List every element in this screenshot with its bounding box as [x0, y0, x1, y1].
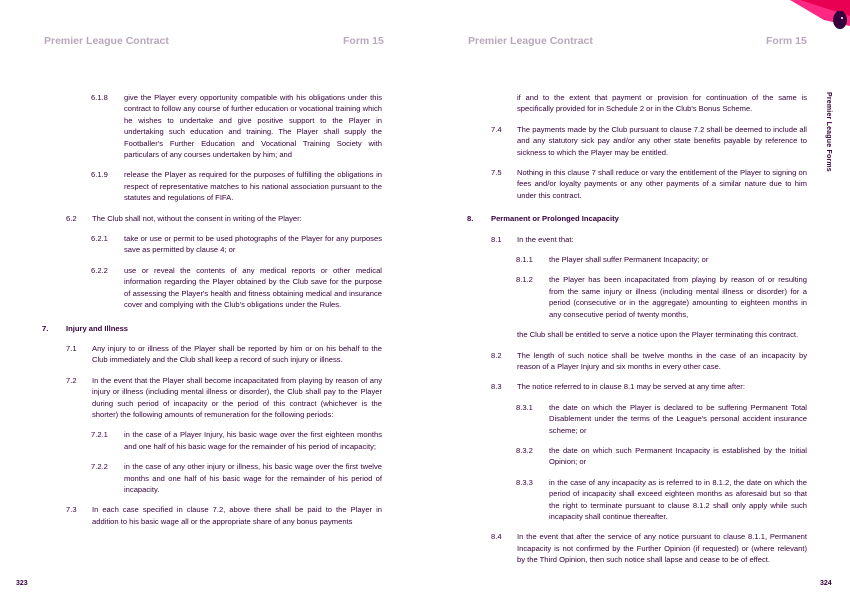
page-number-left: 323 — [16, 580, 28, 587]
clause-number: 7.2.2 — [91, 462, 108, 472]
clause-number: 8.3.1 — [516, 402, 533, 412]
clause-7-2-1 — [42, 429, 382, 452]
clause-number: 7.1 — [66, 343, 77, 353]
clause-text: the date on which the Player is declared to be suffering Permanent Total Disablement under the terms of the League's personal accident insurance scheme; or — [549, 402, 807, 435]
clause-text: the Player shall suffer Permanent Incapacity; or — [549, 255, 709, 265]
right-page-body — [467, 92, 807, 575]
clause-6-2 — [42, 213, 382, 224]
left-header-form: Form 15 — [343, 35, 384, 47]
clause-text: release the Player as required for the purposes of fulfilling the obligations in respect of representative matches to his national association pursuant to the statutes and regulations of FIFA. — [124, 170, 382, 203]
clause-text: in the case of any incapacity as is referred to in 8.1.2, the date on which the period of incapacity shall exceed eighteen months as aforesaid but so that the right to terminate pursuant to clause 8.1.2 shall only apply while such incapacity shall continue thereafter. — [549, 477, 807, 521]
clause-text: the Player has been incapacitated from playing by reason of or resulting from the same injury or illness (including mental illness or disorder) for a period (consecutive or in the aggregate) amounting to eighteen months in any consecutive period of twenty months, — [549, 275, 807, 319]
clause-8-4 — [467, 531, 807, 565]
clause-text: the date on which such Permanent Incapacity is established by the Initial Opinion; or — [549, 445, 807, 467]
clause-number: 7.2 — [66, 375, 77, 385]
clause-text: In the event that: — [517, 234, 574, 244]
clause-number: 7.3 — [66, 505, 77, 515]
clause-text: The payments made by the Club pursuant to clause 7.2 shall be deemed to include all and any statutory sick pay and/or any other state benefits payable by reference to sickness to which the Player may be entitled. — [517, 124, 807, 157]
clause-8-1-1 — [467, 254, 807, 265]
section-number: 7. — [42, 323, 49, 333]
clause-8-3-3 — [467, 477, 807, 523]
clause-text: The length of such notice shall be twelve months in the case of an incapacity by reason of a Player Injury and six months in every other case. — [517, 350, 807, 371]
right-header-title: Premier League Contract — [468, 35, 593, 47]
clause-text: In the event that after the service of any notice pursuant to clause 8.1.1, Permanent Incapacity is not confirmed by the Further Opinion (if requested) or (where relevant) by the Third Opinion, then such notice shall lapse and cease to be of effect. — [517, 532, 807, 565]
clause-text: in the case of any other injury or illness, his basic wage over the first twelve months and one half of his basic wage for the remainder of his period of incapacity. — [124, 462, 382, 494]
section-7-heading — [42, 323, 382, 334]
clause-8-3-2 — [467, 445, 807, 468]
clause-text: if and to the extent that payment or provision for continuation of the same is specifically provided for in Schedule 2 or in the Club's Bonus Scheme. — [517, 93, 807, 114]
clause-number: 8.2 — [491, 350, 502, 360]
clause-7-3 — [42, 504, 382, 527]
clause-text: The Club shall not, without the consent in writing of the Player: — [92, 213, 302, 223]
side-label: Premier League Forms — [825, 92, 832, 172]
clause-7-5 — [467, 167, 807, 201]
clause-number: 6.1.8 — [91, 93, 108, 102]
clause-7-2-2 — [42, 461, 382, 495]
clause-8-1 — [467, 234, 807, 245]
clause-number: 8.1.2 — [516, 275, 533, 285]
clause-8-1-tail — [467, 329, 807, 340]
clause-text: In the event that the Player shall become incapacitated from playing by reason of any injury or illness (including mental illness or disorder), the Club shall pay to the Player during such period of incapacity or the period of this contract (whichever is the shorter) the following amounts of remuneration for the following periods: — [92, 375, 382, 419]
clause-7-1 — [42, 343, 382, 366]
clause-number: 6.2.2 — [91, 265, 108, 275]
section-number: 8. — [467, 214, 474, 224]
left-header-title: Premier League Contract — [44, 35, 169, 47]
clause-number: 8.1.1 — [516, 255, 533, 265]
clause-6-2-2 — [42, 265, 382, 311]
clause-8-1-2 — [467, 274, 807, 320]
clause-text: use or reveal the contents of any medical reports or other medical information regarding the Player obtained by the Club save for the purpose of assessing the Player's health and fitness obtaining medical and insurance cover and complying with the Club's obligations under the Rules. — [124, 265, 382, 310]
clause-6-1-8 — [42, 92, 382, 160]
clause-number: 7.5 — [491, 168, 502, 178]
clause-text: The notice referred to in clause 8.1 may be served at any time after: — [517, 382, 745, 392]
clause-text: Any injury to or illness of the Player shall be reported by him or on his behalf to the Club immediately and the Club shall keep a record of such injury or illness. — [92, 343, 382, 365]
clause-text: the Club shall be entitled to serve a notice upon the Player terminating this contract. — [517, 330, 799, 340]
clause-text: In each case specified in clause 7.2, above there shall be paid to the Player in addition to his basic wage all or the appropriate share of any bonus payments — [92, 505, 382, 526]
clause-number: 6.2 — [66, 213, 77, 223]
clause-number: 8.3.2 — [516, 445, 533, 455]
clause-7-2 — [42, 375, 382, 421]
clause-7-3-continued — [467, 92, 807, 115]
clause-number: 8.4 — [491, 532, 502, 542]
clause-7-4 — [467, 124, 807, 158]
clause-number: 8.3 — [491, 382, 502, 392]
section-8-heading — [467, 213, 807, 224]
clause-text: in the case of a Player Injury, his basic wage over the first eighteen months and one half of his basic wage for the remainder of his period of incapacity; — [124, 430, 382, 451]
clause-8-2 — [467, 350, 807, 373]
clause-text: take or use or permit to be used photographs of the Player for any purposes save as permitted by clause 4; or — [124, 234, 382, 255]
clause-8-3-1 — [467, 402, 807, 436]
clause-text: Nothing in this clause 7 shall reduce or vary the entitlement of the Player to signing on fees and/or loyalty payments or any other payments of a similar nature due to him under this contract. — [517, 168, 807, 200]
left-page-body — [42, 92, 382, 536]
clause-number: 6.2.1 — [91, 234, 108, 244]
clause-text: give the Player every opportunity compatible with his obligations under this contract to follow any course of further education or vocational training which he wishes to undertake and give positive support to the Player in undertaking such education and training. The Player shall supply the Footballer's Further Education and Vocational Training Society with particulars of any courses undertaken by him; and — [124, 93, 382, 160]
clause-6-2-1 — [42, 233, 382, 256]
clause-6-1-9 — [42, 169, 382, 203]
section-title: Permanent or Prolonged Incapacity — [491, 214, 619, 224]
clause-number: 7.2.1 — [91, 430, 108, 440]
page-number-right: 324 — [820, 580, 832, 587]
clause-number: 7.4 — [491, 124, 502, 134]
right-header-form: Form 15 — [766, 35, 807, 47]
clause-8-3 — [467, 381, 807, 392]
corner-graphic — [780, 0, 850, 40]
clause-number: 8.3.3 — [516, 477, 533, 487]
clause-number: 8.1 — [491, 234, 502, 244]
clause-number: 6.1.9 — [91, 170, 108, 180]
section-title: Injury and Illness — [66, 323, 129, 333]
